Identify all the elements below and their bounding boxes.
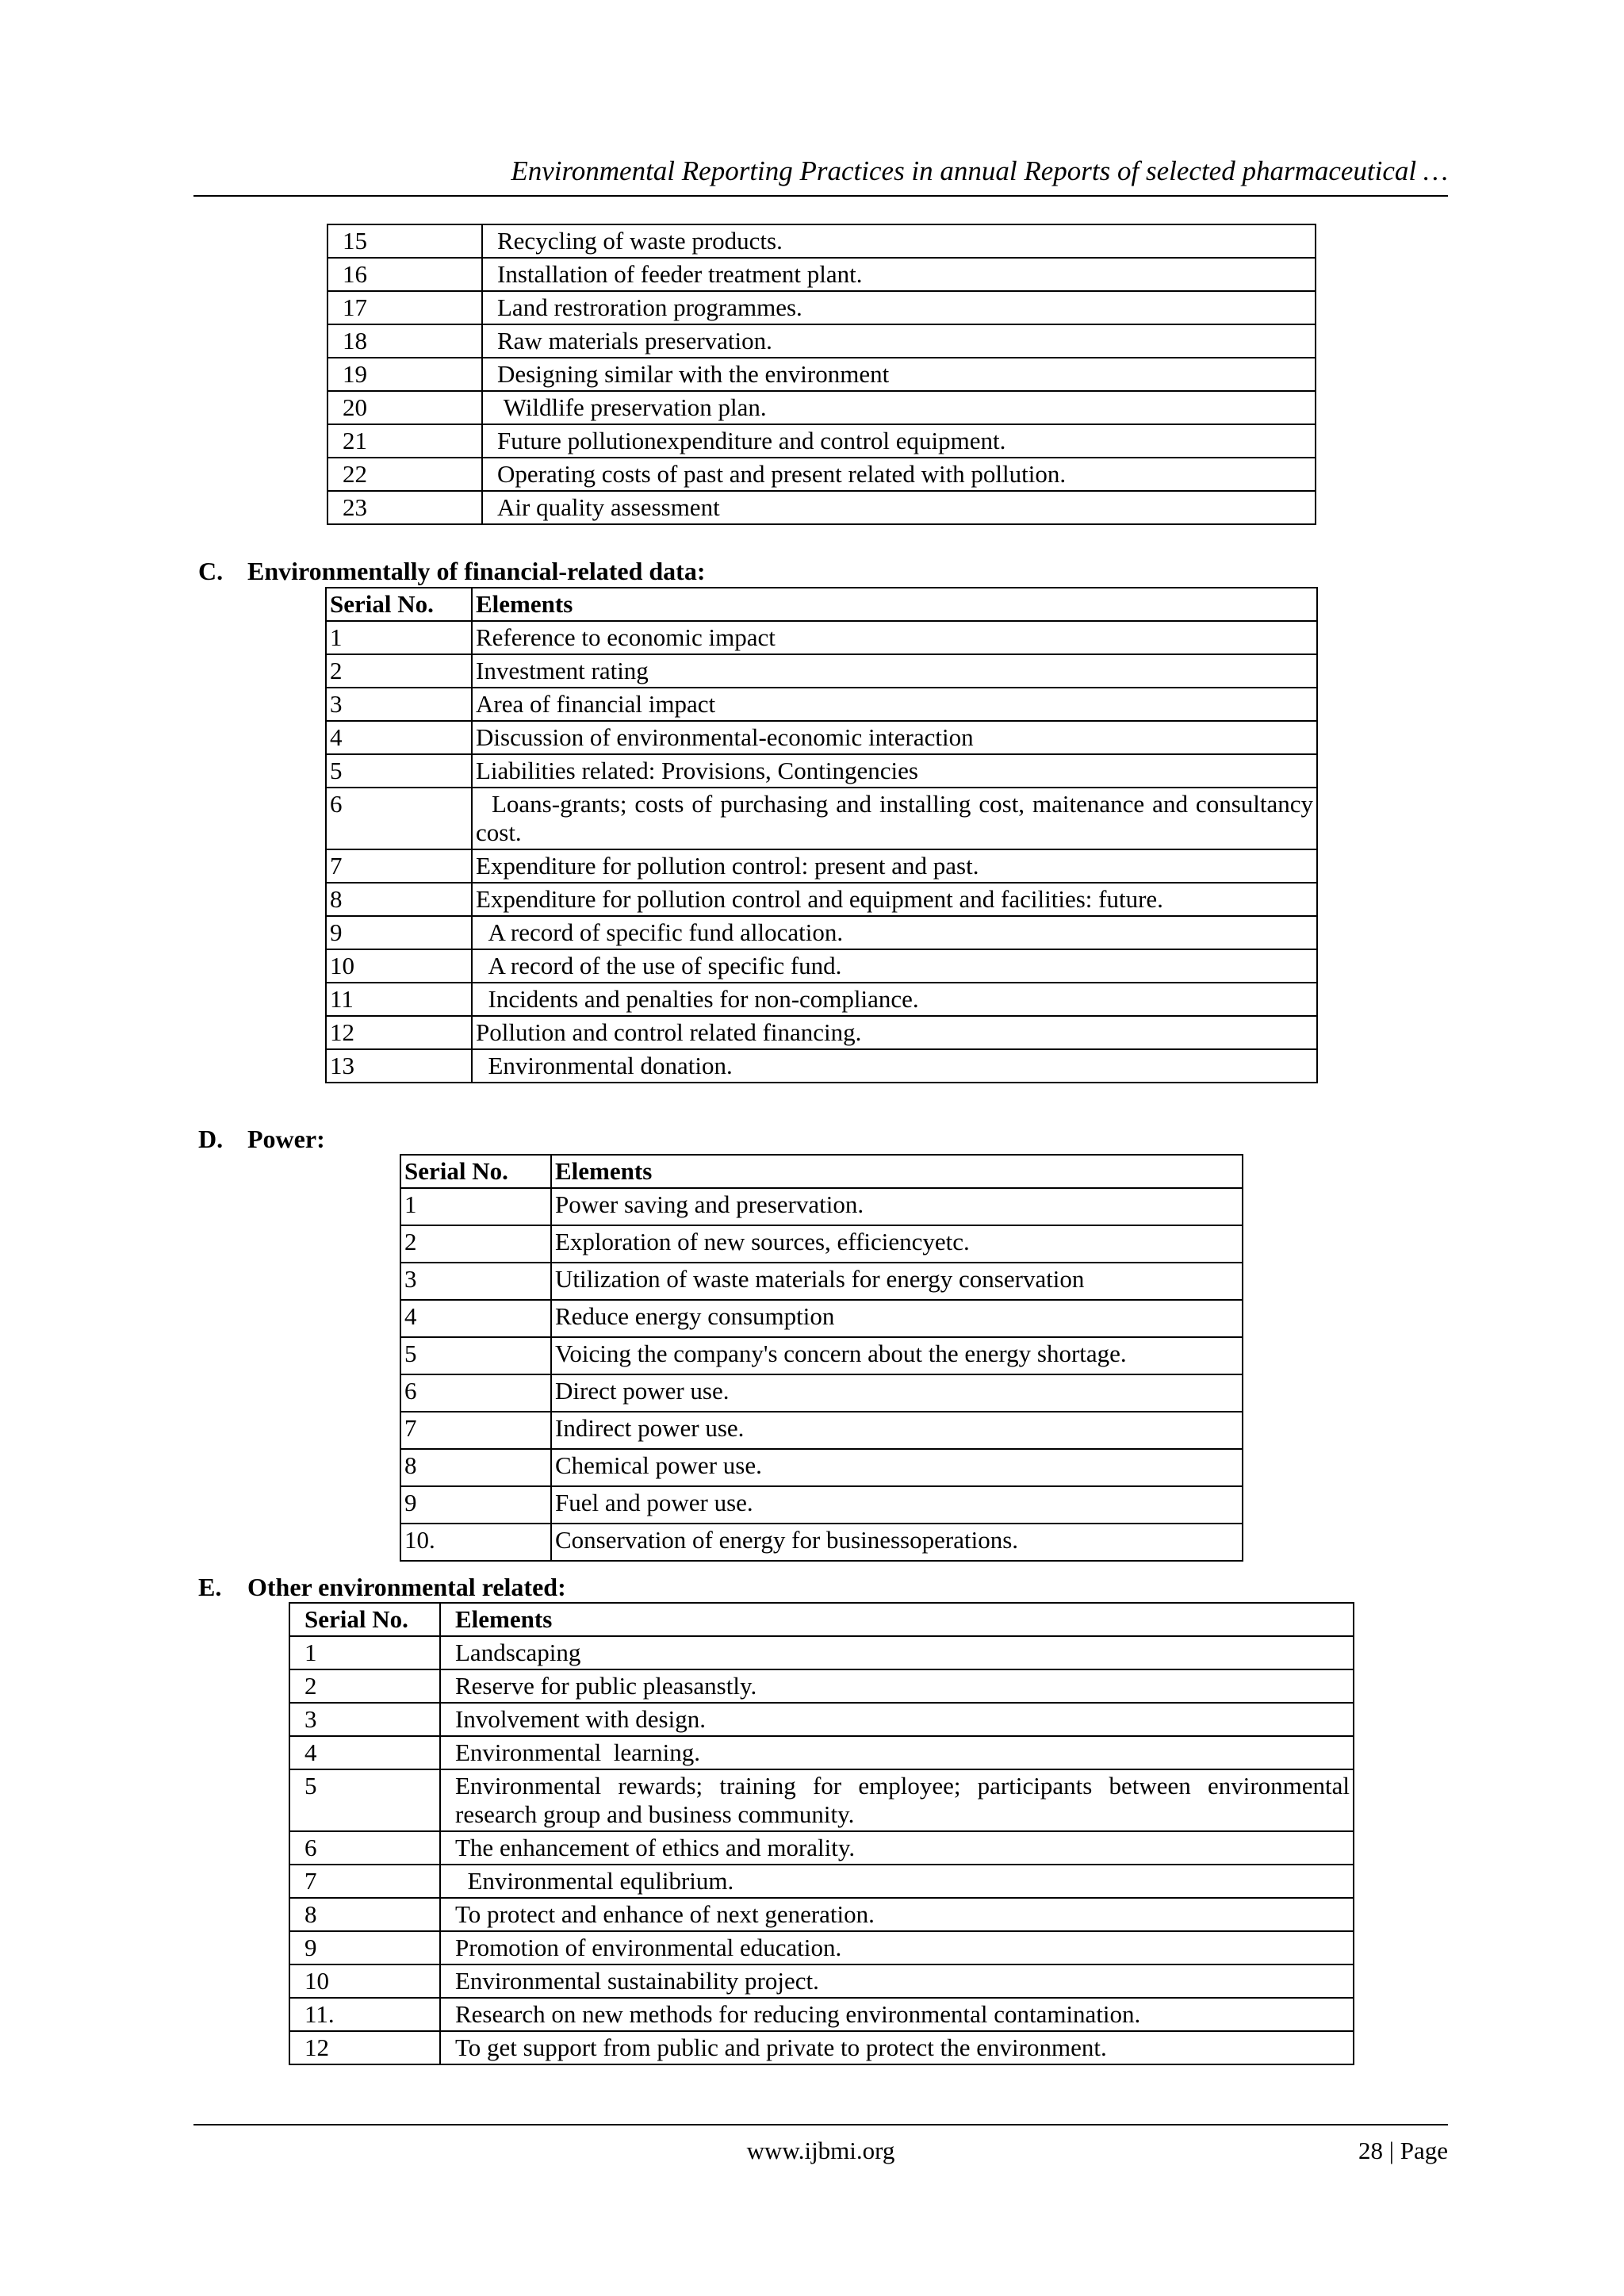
- table-row: [327, 491, 1316, 524]
- element-cell: Utilization of waste materials for energy conservation: [551, 1263, 1243, 1300]
- table-header-row: [400, 1155, 1243, 1188]
- serial-number-cell: 8: [400, 1449, 551, 1486]
- element-cell: Discussion of environmental-economic interaction: [472, 721, 1317, 754]
- elements-header: Elements: [472, 588, 1317, 621]
- table-row: [327, 458, 1316, 491]
- table-row: [326, 1049, 1317, 1083]
- table-row: [326, 621, 1317, 654]
- element-cell: Environmental rewards; training for employee; participants between environmental research group and business community.: [440, 1769, 1354, 1831]
- table-row: [326, 916, 1317, 949]
- element-cell: To get support from public and private to protect the environment.: [440, 2031, 1354, 2064]
- element-cell: Environmental equlibrium.: [440, 1865, 1354, 1898]
- table-header-row: [326, 588, 1317, 621]
- table-row: [400, 1225, 1243, 1263]
- section-c-title: Environmentally of financial-related data:: [247, 557, 706, 585]
- serial-number-cell: 7: [400, 1412, 551, 1449]
- table-row: [326, 688, 1317, 721]
- serial-number-cell: 1: [289, 1636, 440, 1669]
- table-row: [326, 788, 1317, 849]
- element-cell: Environmental learning.: [440, 1736, 1354, 1769]
- serial-no-header: Serial No.: [289, 1603, 440, 1636]
- section-c-heading: [198, 555, 705, 587]
- table-header-row: [289, 1603, 1354, 1636]
- serial-number-cell: 6: [400, 1374, 551, 1412]
- table-row: [289, 2031, 1354, 2064]
- element-cell: Research on new methods for reducing environmental contamination.: [440, 1998, 1354, 2031]
- serial-number-cell: 5: [400, 1337, 551, 1374]
- serial-number-cell: 3: [400, 1263, 551, 1300]
- table-row: [289, 1736, 1354, 1769]
- serial-number-cell: 21: [327, 424, 482, 458]
- serial-number-cell: 22: [327, 458, 482, 491]
- serial-number-cell: 13: [326, 1049, 472, 1083]
- table-row: [326, 849, 1317, 883]
- table-row: [289, 1898, 1354, 1931]
- table-row: [400, 1263, 1243, 1300]
- element-cell: Liabilities related: Provisions, Contingencies: [472, 754, 1317, 788]
- serial-number-cell: 4: [289, 1736, 440, 1769]
- table-row: [326, 721, 1317, 754]
- element-cell: Power saving and preservation.: [551, 1188, 1243, 1225]
- element-cell: Expenditure for pollution control and equipment and facilities: future.: [472, 883, 1317, 916]
- continued-elements-table: [327, 224, 1316, 525]
- serial-number-cell: 10.: [400, 1524, 551, 1561]
- element-cell: Direct power use.: [551, 1374, 1243, 1412]
- element-cell: Wildlife preservation plan.: [482, 391, 1316, 424]
- table-row: [400, 1449, 1243, 1486]
- serial-no-header: Serial No.: [400, 1155, 551, 1188]
- serial-number-cell: 10: [289, 1964, 440, 1998]
- serial-number-cell: 7: [289, 1865, 440, 1898]
- table-row: [326, 754, 1317, 788]
- element-cell: Area of financial impact: [472, 688, 1317, 721]
- element-cell: Reference to economic impact: [472, 621, 1317, 654]
- element-cell: The enhancement of ethics and morality.: [440, 1831, 1354, 1865]
- element-cell: Exploration of new sources, efficiencyetc.: [551, 1225, 1243, 1263]
- element-cell: Reduce energy consumption: [551, 1300, 1243, 1337]
- serial-number-cell: 16: [327, 258, 482, 291]
- table-row: [289, 1931, 1354, 1964]
- element-cell: Future pollutionexpenditure and control equipment.: [482, 424, 1316, 458]
- serial-number-cell: 2: [326, 654, 472, 688]
- serial-number-cell: 23: [327, 491, 482, 524]
- section-e-letter: E.: [198, 1573, 222, 1601]
- table-row: [327, 358, 1316, 391]
- serial-number-cell: 1: [326, 621, 472, 654]
- elements-header: Elements: [551, 1155, 1243, 1188]
- other-table-body: [289, 1636, 1354, 2064]
- serial-no-header: Serial No.: [326, 588, 472, 621]
- serial-number-cell: 12: [326, 1016, 472, 1049]
- table-row: [400, 1412, 1243, 1449]
- table-row: [289, 1769, 1354, 1831]
- financial-table-body: [326, 621, 1320, 1083]
- power-table-body: [400, 1188, 1243, 1561]
- power-table: [400, 1154, 1243, 1562]
- table-row: [326, 883, 1317, 916]
- element-cell: Designing similar with the environment: [482, 358, 1316, 391]
- serial-number-cell: 2: [400, 1225, 551, 1263]
- page-footer: [193, 2124, 1448, 2164]
- element-cell: A record of specific fund allocation.: [472, 916, 1317, 949]
- serial-number-cell: 19: [327, 358, 482, 391]
- serial-number-cell: 5: [289, 1769, 440, 1831]
- table-row: [289, 1964, 1354, 1998]
- serial-number-cell: 11.: [289, 1998, 440, 2031]
- section-d-heading: [198, 1123, 325, 1155]
- other-environmental-table: [289, 1602, 1354, 2065]
- element-cell: Loans-grants; costs of purchasing and installing cost, maitenance and consultancy cost.: [472, 788, 1317, 849]
- element-cell: Recycling of waste products.: [482, 224, 1316, 258]
- table-row: [327, 391, 1316, 424]
- element-cell: Raw materials preservation.: [482, 324, 1316, 358]
- section-e-title: Other environmental related:: [247, 1573, 566, 1601]
- serial-number-cell: 8: [326, 883, 472, 916]
- serial-number-cell: 9: [326, 916, 472, 949]
- serial-number-cell: 1: [400, 1188, 551, 1225]
- table-row: [400, 1337, 1243, 1374]
- table-row: [400, 1524, 1243, 1561]
- element-cell: A record of the use of specific fund.: [472, 949, 1317, 983]
- element-cell: Investment rating: [472, 654, 1317, 688]
- serial-number-cell: 9: [400, 1486, 551, 1524]
- element-cell: Operating costs of past and present related with pollution.: [482, 458, 1316, 491]
- serial-number-cell: 6: [326, 788, 472, 849]
- table-row: [289, 1636, 1354, 1669]
- serial-number-cell: 10: [326, 949, 472, 983]
- serial-number-cell: 3: [289, 1703, 440, 1736]
- serial-number-cell: 7: [326, 849, 472, 883]
- serial-number-cell: 17: [327, 291, 482, 324]
- table-row: [326, 654, 1317, 688]
- elements-header: Elements: [440, 1603, 1354, 1636]
- element-cell: Indirect power use.: [551, 1412, 1243, 1449]
- table-row: [289, 1865, 1354, 1898]
- section-d-letter: D.: [198, 1125, 224, 1153]
- serial-number-cell: 2: [289, 1669, 440, 1703]
- table-row: [326, 949, 1317, 983]
- table-row: [400, 1374, 1243, 1412]
- table-row: [327, 424, 1316, 458]
- serial-number-cell: 9: [289, 1931, 440, 1964]
- serial-number-cell: 3: [326, 688, 472, 721]
- serial-number-cell: 12: [289, 2031, 440, 2064]
- element-cell: Reserve for public pleasanstly.: [440, 1669, 1354, 1703]
- table-row: [327, 258, 1316, 291]
- table-row: [289, 1831, 1354, 1865]
- serial-number-cell: 15: [327, 224, 482, 258]
- element-cell: Land restroration programmes.: [482, 291, 1316, 324]
- table-row: [326, 983, 1317, 1016]
- header-title: Environmental Reporting Practices in annual Reports of selected pharmaceutical …: [511, 155, 1448, 186]
- element-cell: Air quality assessment: [482, 491, 1316, 524]
- table-row: [289, 1703, 1354, 1736]
- table-row: [327, 324, 1316, 358]
- financial-data-table: [325, 587, 1318, 1083]
- serial-number-cell: 11: [326, 983, 472, 1016]
- footer-page-number: 28 | Page: [1358, 2137, 1448, 2164]
- table-row: [327, 291, 1316, 324]
- element-cell: Chemical power use.: [551, 1449, 1243, 1486]
- table-row: [326, 1016, 1317, 1049]
- running-header: [193, 154, 1448, 197]
- element-cell: Voicing the company's concern about the energy shortage.: [551, 1337, 1243, 1374]
- serial-number-cell: 6: [289, 1831, 440, 1865]
- footer-website: www.ijbmi.org: [746, 2137, 895, 2164]
- serial-number-cell: 8: [289, 1898, 440, 1931]
- section-c-letter: C.: [198, 557, 224, 585]
- element-cell: Expenditure for pollution control: present and past.: [472, 849, 1317, 883]
- table-row: [289, 1998, 1354, 2031]
- table-row: [400, 1486, 1243, 1524]
- element-cell: Fuel and power use.: [551, 1486, 1243, 1524]
- element-cell: Environmental donation.: [472, 1049, 1317, 1083]
- serial-number-cell: 20: [327, 391, 482, 424]
- element-cell: Involvement with design.: [440, 1703, 1354, 1736]
- table-row: [400, 1300, 1243, 1337]
- element-cell: Environmental sustainability project.: [440, 1964, 1354, 1998]
- element-cell: Promotion of environmental education.: [440, 1931, 1354, 1964]
- section-d-title: Power:: [247, 1125, 325, 1153]
- element-cell: Incidents and penalties for non-compliance.: [472, 983, 1317, 1016]
- section-e-heading: [198, 1571, 566, 1603]
- serial-number-cell: 18: [327, 324, 482, 358]
- element-cell: Conservation of energy for businessoperations.: [551, 1524, 1243, 1561]
- serial-number-cell: 5: [326, 754, 472, 788]
- element-cell: Landscaping: [440, 1636, 1354, 1669]
- element-cell: Installation of feeder treatment plant.: [482, 258, 1316, 291]
- table-row: [289, 1669, 1354, 1703]
- serial-number-cell: 4: [400, 1300, 551, 1337]
- element-cell: Pollution and control related financing.: [472, 1016, 1317, 1049]
- table-row: [327, 224, 1316, 258]
- continued-table-body: [327, 224, 1316, 524]
- serial-number-cell: 4: [326, 721, 472, 754]
- table-row: [400, 1188, 1243, 1225]
- element-cell: To protect and enhance of next generation.: [440, 1898, 1354, 1931]
